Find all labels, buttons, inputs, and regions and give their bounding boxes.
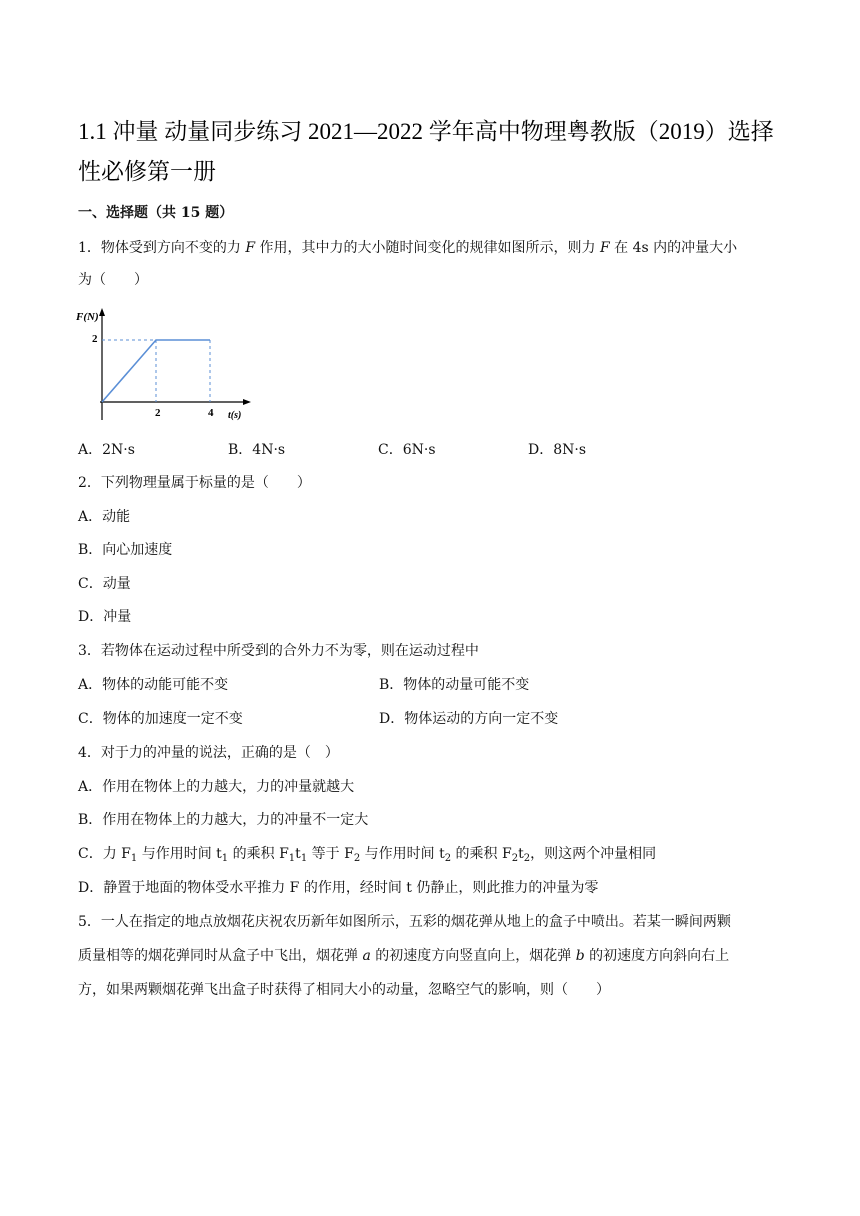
y-tick-label-2: 2	[92, 333, 98, 345]
q1-stem-line-1	[78, 238, 737, 258]
q4c-text: C．力 F	[78, 846, 131, 862]
q2-option-d[interactable]: D．冲量	[78, 609, 132, 625]
q1-text-3: 在 4s 内的冲量大小	[609, 240, 738, 256]
q4c-text: 与作用时间 t	[137, 846, 222, 862]
q1-options	[78, 440, 778, 460]
q4-option-b[interactable]: B．作用在物体上的力越大，力的冲量不一定大	[78, 812, 369, 828]
q4c-text: 的乘积 F	[228, 846, 289, 862]
q4c-sub: 2	[523, 853, 531, 864]
q4c-sub: 1	[300, 853, 308, 864]
y-axis-arrow	[99, 308, 105, 316]
q3-option-b[interactable]: B．物体的动量可能不变	[379, 677, 530, 693]
q2-option-b[interactable]: B．向心加速度	[78, 542, 173, 558]
q1-stem-line-2: 为（ ）	[78, 272, 148, 288]
q4c-text: t	[295, 846, 301, 862]
q2-stem: 2．下列物理量属于标量的是（ ）	[78, 475, 311, 491]
q4c-text: 等于 F	[307, 846, 354, 862]
q4-stem: 4．对于力的冲量的说法，正确的是（ ）	[78, 745, 339, 761]
q1-text-2: 作用，其中力的大小随时间变化的规律如图所示，则力	[255, 240, 600, 256]
q5-text: 的初速度方向斜向右上	[584, 948, 730, 964]
q4c-sub: 1	[221, 853, 229, 864]
q4c-text: ，则这两个冲量相同	[530, 846, 657, 862]
q1-option-a[interactable]: A．2N·s	[78, 442, 135, 458]
q3-option-c[interactable]: C．物体的加速度一定不变	[78, 711, 243, 727]
q5-var-a: a	[362, 948, 371, 964]
q1-var-2: F	[599, 240, 610, 256]
x-tick-label-4: 4	[208, 407, 214, 419]
y-axis-label: F(N)	[76, 311, 99, 323]
q4c-text: t	[518, 846, 524, 862]
q5-stem-line-2	[78, 946, 729, 966]
q1-option-d[interactable]: D．8N·s	[528, 442, 587, 458]
q5-text: 的初速度方向竖直向上，烟花弹	[370, 948, 576, 964]
q4c-sub: 1	[130, 853, 138, 864]
q4c-text: 的乘积 F	[451, 846, 512, 862]
q5-var-b: b	[575, 948, 585, 964]
q4-option-d[interactable]: D．静置于地面的物体受水平推力 F 的作用，经时间 t 仍静止，则此推力的冲量为零	[78, 880, 599, 896]
x-axis-label: t(s)	[228, 410, 242, 421]
section-heading: 一、选择题（共 15 题）	[78, 205, 234, 221]
q2-option-a[interactable]: A．动能	[78, 509, 131, 525]
q1-option-b[interactable]: B．4N·s	[228, 442, 286, 458]
q1-option-c[interactable]: C．6N·s	[378, 442, 436, 458]
title-line-2: 性必修第一册	[78, 159, 216, 184]
q5-text: 质量相等的烟花弹同时从盒子中飞出，烟花弹	[78, 948, 363, 964]
q5-stem-line-1: 5．一人在指定的地点放烟花庆祝农历新年如图所示，五彩的烟花弹从地上的盒子中喷出。若某一瞬间两颗	[78, 914, 731, 930]
q1-text-1: 1．物体受到方向不变的力	[78, 240, 246, 256]
force-time-chart	[70, 304, 255, 424]
q4-option-a[interactable]: A．作用在物体上的力越大，力的冲量就越大	[78, 779, 355, 795]
q1-var-1: F	[245, 240, 256, 256]
q4c-sub: 2	[511, 853, 519, 864]
q5-stem-line-3: 方，如果两颗烟花弹飞出盒子时获得了相同大小的动量，忽略空气的影响，则（ ）	[78, 982, 610, 998]
q3-option-a[interactable]: A．物体的动能可能不变	[78, 677, 229, 693]
x-axis-arrow	[243, 399, 251, 405]
q4c-sub: 1	[288, 853, 296, 864]
q2-option-c[interactable]: C．动量	[78, 576, 131, 592]
q3-option-d[interactable]: D．物体运动的方向一定不变	[379, 711, 559, 727]
q4c-sub: 2	[444, 853, 452, 864]
q4-option-c[interactable]	[78, 844, 656, 864]
page-title	[78, 112, 788, 192]
q4c-sub: 2	[353, 853, 361, 864]
q3-stem: 3．若物体在运动过程中所受到的合外力不为零，则在运动过程中	[78, 643, 479, 659]
title-line-1: 1.1 冲量 动量同步练习 2021—2022 学年高中物理粤教版（2019）选择	[78, 119, 774, 144]
x-tick-label-2: 2	[155, 407, 161, 419]
q4c-text: 与作用时间 t	[360, 846, 445, 862]
